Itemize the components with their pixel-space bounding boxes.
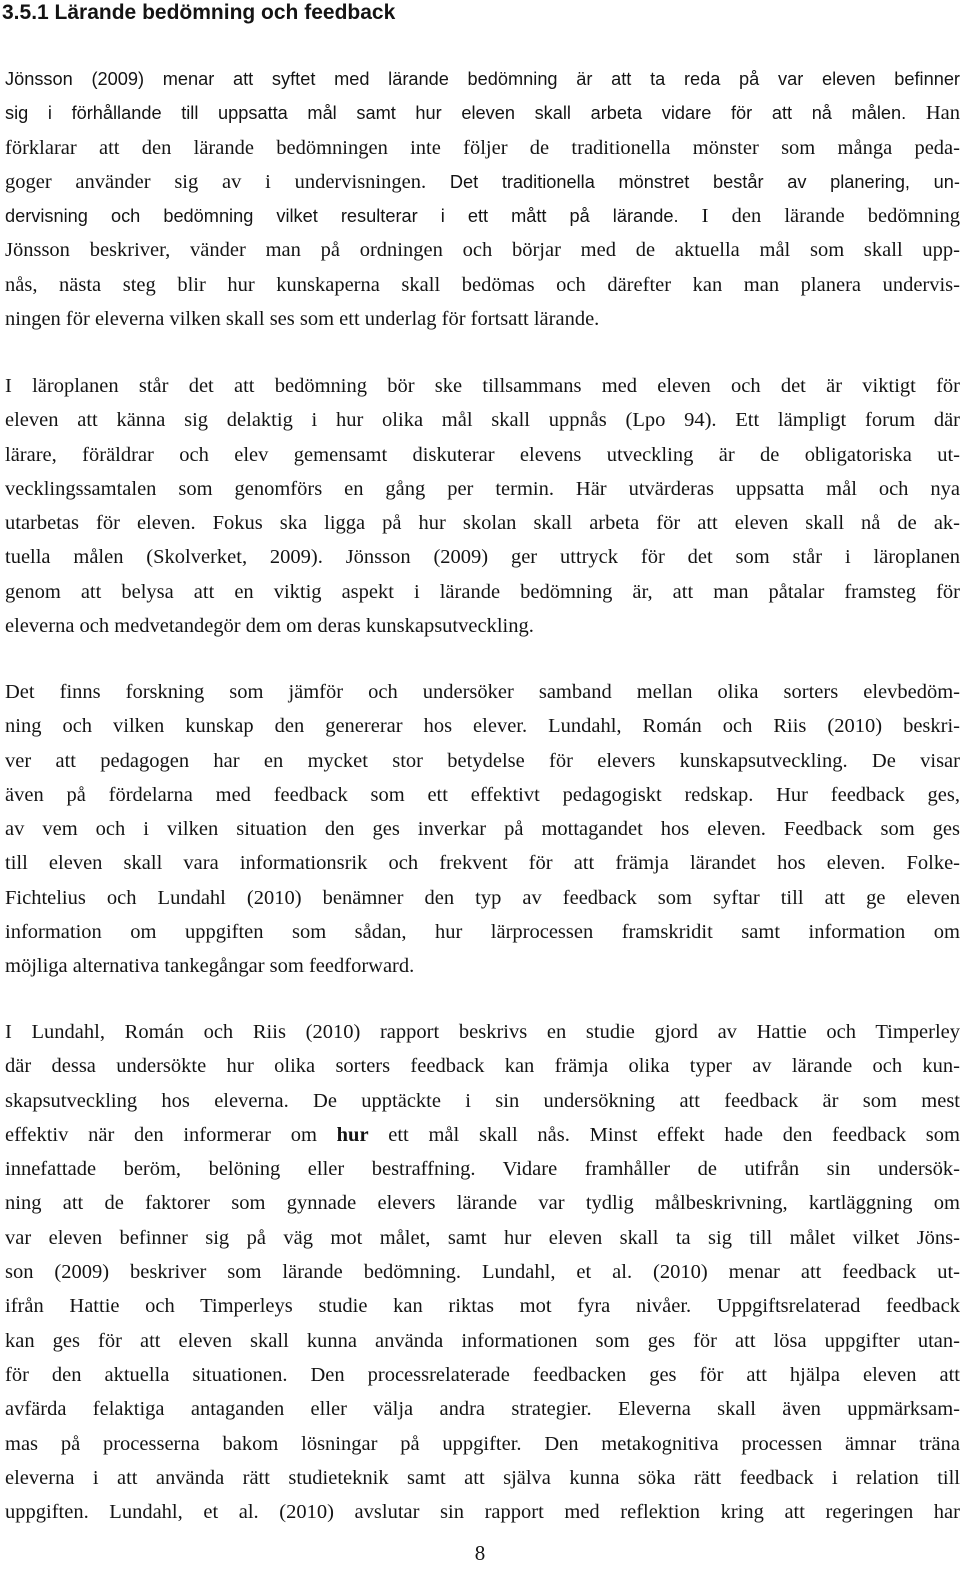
text-line: Det finns forskning som jämför och undersöker samband mellan olika sorters elevbedöm- [5,681,960,703]
text-line: utarbetas för eleven. Fokus ska ligga på hur skolan skall arbeta för att eleven skall nå de ak- [5,512,960,535]
text-line: förklarar att den lärande bedömningen inte följer de traditionella mönster som många peda- [5,136,960,159]
text-line: nås, nästa steg blir hur kunskaperna skall bedömas och därefter kan man planera undervis- [5,273,960,296]
text-line: där dessa undersökte hur olika sorters feedback kan främja olika typer av lärande och kun- [5,1055,960,1078]
text-line: information om uppgiften som sådan, hur lärprocessen framskridit samt information om [5,921,960,944]
text-line: I Lundahl, Román och Riis (2010) rapport beskrivs en studie gjord av Hattie och Timperley [5,1021,960,1043]
text-line: Fichtelius och Lundahl (2010) benämner den typ av feedback som syftar till att ge eleven [5,886,960,909]
emphasis-hur: hur [336,1123,369,1146]
text-line: av vem och i vilken situation den ges inverkar på mottagandet hos eleven. Feedback som ges [5,818,960,841]
text-line: ning och vilken kunskap den genererar hos elever. Lundahl, Román och Riis (2010) beskri- [5,715,960,738]
text-line: eleverna i att använda rätt studieteknik samt att själva kunna söka rätt feedback i relation till [5,1466,960,1489]
text-line: tuella målen (Skolverket, 2009). Jönsson (2009) ger uttryck för det som står i läroplanen [5,546,960,569]
text-line: möjliga alternativa tankegångar som feedforward. [5,955,415,978]
text-line: lärare, föräldrar och elev gemensamt diskuterar elevens utveckling är de obligatoriska ut- [5,443,960,466]
paragraph-2 [5,369,960,643]
text-line: var eleven befinner sig på väg mot målet, samt hur eleven skall ta sig till målet vilket Jöns- [5,1226,960,1249]
text-line: goger använder sig av i undervisningen. Det traditionella mönstret består av planering, un- [5,170,960,193]
text-line: för den aktuella situationen. Den processrelaterade feedbacken ges för att hjälpa eleven att [5,1363,960,1386]
text-line: kan ges för att eleven skall kunna använda informationen som ges för att lösa uppgifter utan- [5,1329,960,1352]
text-line: genom att belysa att en viktig aspekt i lärande bedömning är, att man påtalar framsteg för [5,580,960,603]
text-line: dervisning och bedömning vilket resulterar i ett mått på lärande. I den lärande bedömning [5,205,960,228]
text-line: eleven att känna sig delaktig i hur olika mål skall uppnås (Lpo 94). Ett lämpligt forum där [5,409,960,432]
text-line: mas på processerna bakom lösningar på uppgifter. Den metakognitiva processen ämnar träna [5,1432,960,1455]
text-line: effektiv när den informerar om hur ett mål skall nås. Minst effekt hade den feedback som [5,1123,960,1146]
text-line: ver att pedagogen har en mycket stor betydelse för elevers kunskapsutveckling. De visar [5,749,960,772]
text-line: avfärda felaktiga antaganden eller välja andra strategier. Eleverna skall även uppmärksam- [5,1398,960,1421]
paragraph-4 [5,1015,960,1529]
text-line: ifrån Hattie och Timperleys studie kan riktas mot fyra nivåer. Uppgiftsrelaterad feedback [5,1295,960,1318]
text-line: skapsutveckling hos eleverna. De upptäckte i sin undersökning att feedback är som mest [5,1089,960,1112]
paragraph-3 [5,675,960,984]
text-line: innefattade beröm, belöning eller bestraffning. Vidare framhåller de utifrån sin undersök- [5,1158,960,1181]
section-heading: 3.5.1 Lärande bedömning och feedback [2,1,396,24]
text-line: vecklingssamtalen som genomförs en gång per termin. Här utvärderas uppsatta mål och nya [5,477,960,500]
paragraph-1 [5,62,960,336]
text-line: ningen för eleverna vilken skall ses som ett underlag för fortsatt lärande. [5,308,600,331]
text-line: ning att de faktorer som gynnade elevers lärande var tydlig målbeskrivning, kartläggning om [5,1192,960,1215]
text-line: till eleven skall vara informationsrik och frekvent för att främja lärandet hos eleven. Folke- [5,852,960,875]
text-line: son (2009) beskriver som lärande bedömning. Lundahl, et al. (2010) menar att feedback ut- [5,1261,960,1284]
text-line: I läroplanen står det att bedömning bör ske tillsammans med eleven och det är viktigt för [5,375,960,397]
text-line: Jönsson (2009) menar att syftet med lärande bedömning är att ta reda på var eleven befinner [5,69,960,89]
text-line: även på fördelarna med feedback som ett effektivt pedagogiskt redskap. Hur feedback ges, [5,783,960,806]
text-line: Jönsson beskriver, vänder man på ordningen och börjar med de aktuella mål som skall upp- [5,239,960,262]
text-line: uppgiften. Lundahl, et al. (2010) avslutar sin rapport med reflektion kring att regeringen har [5,1501,960,1524]
page-number: 8 [474,1541,486,1565]
text-line: sig i förhållande till uppsatta mål samt hur eleven skall arbeta vidare för att nå målen. Han [5,102,960,125]
text-line: eleverna och medvetandegör dem om deras kunskapsutveckling. [5,615,534,638]
